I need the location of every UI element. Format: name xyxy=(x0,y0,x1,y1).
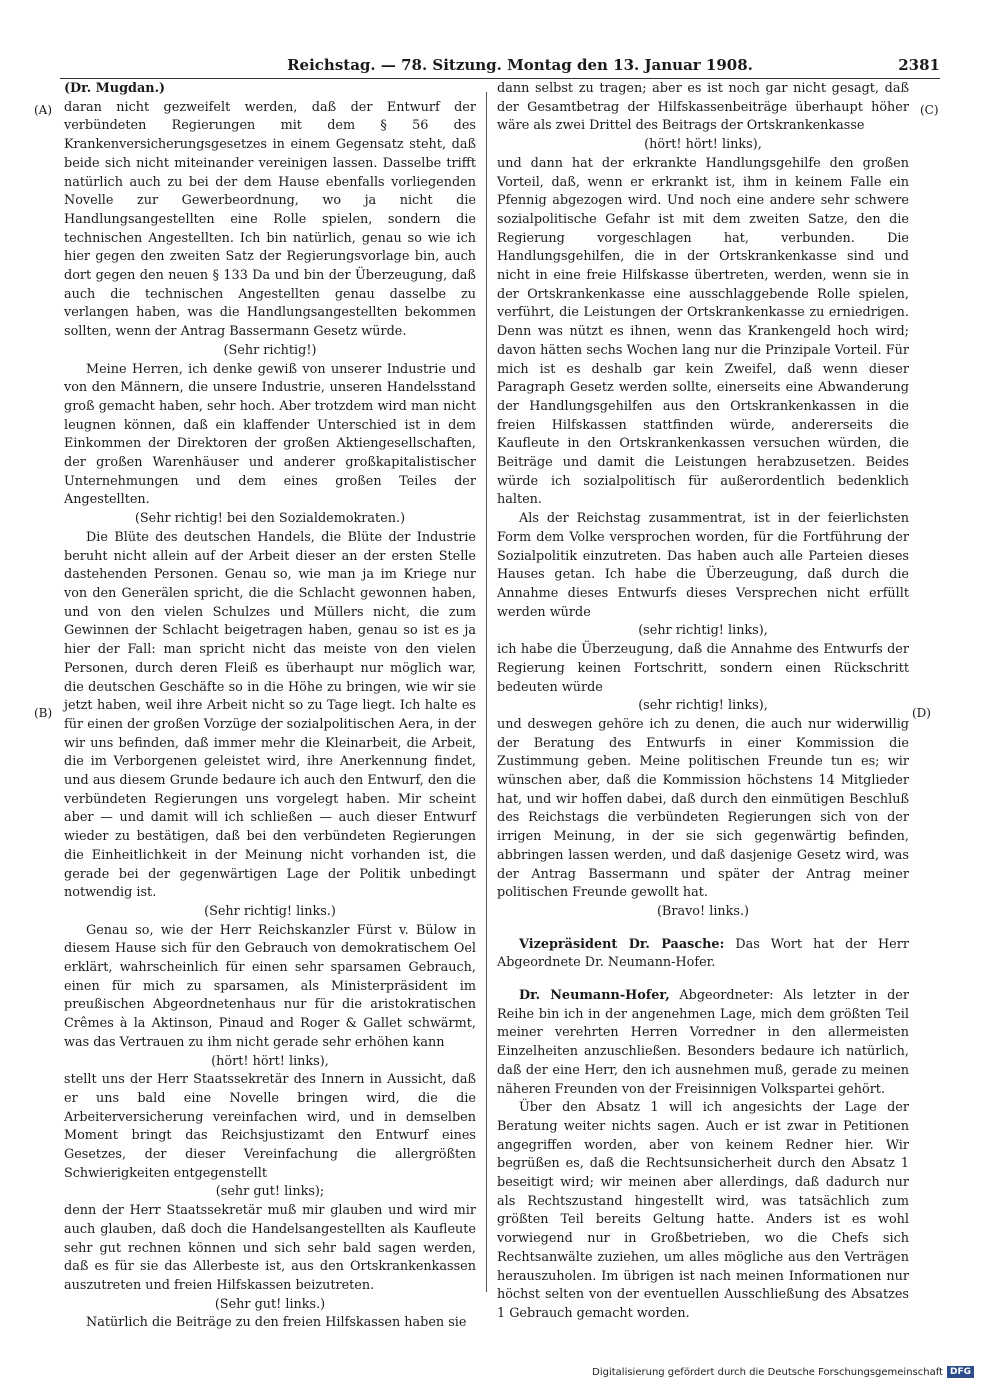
paragraph: Die Blüte des deutschen Handels, die Blüte der Industrie beruht nicht allein auf der Arbeit dieser an der ersten Stelle dastehenden Personen. Genau so, wie man ja im Kriege nur von den Generälen spricht, die die Schlacht gewonnen haben, und von den vielen Schulzes und Müllers nicht, die zum Gewinnen der Schlacht beigetragen haben, genau so ist es ja hier der Fall: man spricht nicht das meiste von den vielen Personen, durch deren Fleiß es überhaupt nur möglich war, die deutschen Geschäfte so in die Höhe zu bringen, wie wir sie jetzt haben, weil ihre Arbeit nicht so zu Tage liegt. Ich halte es für einen der großen Vorzüge der sozialpolitischen Aera, in der wir uns befinden, daß immer mehr die Kleinarbeit, die Arbeit, die im Verborgenen geleistet wird, ihre Anerkennung findet, und aus diesem Grunde bedaure ich auch den Entwurf, den die verbündeten Regierungen uns vorgelegt haben. Mir scheint aber — und damit will ich schließen — auch dieser Entwurf wieder zu bestätigen, daß bei den verbündeten Regierungen die Einheitlichkeit in der Meinung nicht vorhanden ist, die gerade bei der gegenwärtigen Lage der Politik unbedingt notwendig ist. xyxy=(64,529,476,901)
paragraph: Genau so, wie der Herr Reichskanzler Fürst v. Bülow in diesem Hause sich für den Gebrauch von demokratischem Oel erklärt, wahrscheinlich für einen sehr sparsamen Gebrauch, einen für mich zu sparsamen, als Ministerpräsident im preußischen Abgeordnetenhaus nur für die aristokratischen Crêmes à la Aktinson, Pinaud and Roger & Gallet schwärmt, was das Vertrauen zu ihm nicht gerade sehr erhöhen kann xyxy=(64,922,476,1050)
paragraph: daran nicht gezweifelt werden, daß der Entwurf der verbündeten Regierungen mit dem § 56 des Krankenversicherungsgesetzes in einem Gegensatz steht, daß beide sich nicht miteinander vereinigen lassen. Dasselbe trifft natürlich auch zu bei der dem Hause ebenfalls vorliegenden Novelle zur Gewerbeordnung, wo ja nicht die Handlungsangestellten eine Rolle spielen, sondern die technischen Angestellten. Ich bin natürlich, genau so wie ich hier gegen den zweiten Satz der Regierungsvorlage bin, auch dort gegen den neuen § 133 Da und bin der Überzeugung, daß auch die technischen Angestellten genau dasselbe zu verlangen haben, was die Handlungsangestellten bekommen sollten, wenn der Antrag Bassermann Gesetz würde. xyxy=(64,99,476,340)
interjection: (Sehr richtig! links.) xyxy=(204,903,336,919)
footer xyxy=(592,1366,974,1378)
paragraph: und deswegen gehöre ich zu denen, die auch nur widerwillig der Beratung des Entwurfs in einer Kommission die Zustimmung geben. Meine politischen Freunde tun es; wir wünschen aber, daß die Kommission höchstens 14 Mitglieder hat, und wir hoffen dabei, daß durch den einmütigen Beschluß des Reichstags die verbündeten Regierungen sich von der irrigen Meinung, in der sie sich gegenwärtig befinden, abbringen lassen werden, und daß dasjenige Gesetz wird, was der Antrag Bassermann und später der Antrag meiner politischen Freunde gewollt hat. xyxy=(497,716,909,901)
interjection: (Sehr gut! links.) xyxy=(214,1296,326,1312)
interjection: (sehr gut! links); xyxy=(215,1184,325,1200)
paragraph: Natürlich die Beiträge zu den freien Hilfskassen haben sie xyxy=(86,1315,467,1331)
interjection: (Sehr richtig!) xyxy=(223,342,317,358)
right-column xyxy=(497,80,909,1324)
speech-text: Abgeordneter: Als letzter in der Reihe bin ich in der angenehmen Lage, mich dem größten Teil meiner verehrten Herren Vorredner in den allermeisten Einzelheiten anzuschließen. Besonders bedaure ich natürlich, daß der eine Herr, den ich ausnehmen muß, gerade zu meinen näheren Freunden von der Freisinnigen Volkspartei gehört. xyxy=(497,988,909,1097)
header-rule xyxy=(60,78,940,79)
paragraph: Über den Absatz 1 will ich angesichts der Lage der Beratung weiter nichts sagen. Auch er ist zwar in Petitionen angegriffen worden, aber von keinem Redner hier. Wir begrüßen es, daß die Rechtsunsicherheit durch den Absatz 1 beseitigt wird; wir meinen aber allerdings, daß dadurch nur als Rechtszustand hingestellt wird, was tatsächlich zum größten Teil bereits Geltung hatte. Anders ist es wohl vorwiegend nur in Großbetrieben, wo die Chefs sich Rechtsanwälte zuziehen, um alles mögliche aus den Verträgen herauszuholen. Im übrigen ist nach meinen Informationen nur höchst selten von der eventuellen Ausschließung des Absatzes 1 Gebrauch gemacht worden. xyxy=(497,1100,909,1321)
interjection: (sehr richtig! links), xyxy=(638,623,768,639)
interjection: (Bravo! links.) xyxy=(656,903,750,919)
interjection: (Sehr richtig! bei den Sozialdemokraten.) xyxy=(134,511,406,527)
interjection: (hört! hört! links), xyxy=(211,1053,329,1069)
margin-marker-d: (D) xyxy=(912,706,931,720)
speaker-reference: (Dr. Mugdan.) xyxy=(64,81,166,96)
vice-president-statement xyxy=(497,936,909,973)
header-title: Reichstag. — 78. Sitzung. Montag den 13. Januar 1908. xyxy=(287,56,753,74)
speech-opening xyxy=(497,987,909,1099)
margin-marker-c: (C) xyxy=(920,103,939,117)
left-column xyxy=(64,80,476,1333)
interjection: (sehr richtig! links), xyxy=(638,698,768,714)
paragraph: denn der Herr Staatssekretär muß mir glauben und wird mir auch glauben, daß doch die Handelsangestellten als Kaufleute sehr gut rechnen können und sich sehr bald sagen werden, daß es für sie das Allerbeste ist, aus den Ortskrankenkassen auszutreten und freien Hilfskassen beizutreten. xyxy=(64,1203,476,1293)
spacer xyxy=(497,922,909,936)
interjection: (hört! hört! links), xyxy=(644,137,762,153)
paragraph: und dann hat der erkrankte Handlungsgehilfe den großen Vorteil, daß, wenn er erkrankt ist, ihm in keinem Falle ein Pfennig abgezogen wird. Und noch eine andere sehr schwere sozialpolitische Gefahr ist mit dem zweiten Satze, den die Regierung vorgeschlagen hat, verbunden. Die Handlungsgehilfen, die in der Ortskrankenkasse sind und nicht in eine freie Hilfskasse übertreten, werden, wenn sie in der Ortskrankenkasse eine ausschlaggebende Rolle spielen, verführt, die Leistungen der Ortskrankenkasse zu erniedrigen. Denn was nützt es ihnen, wenn das Krankengeld hoch wird; davon hätten sechs Wochen lang nur die Prinzipale Vorteil. Für mich ist es deshalb gar kein Zweifel, daß wenn dieser Paragraph Gesetz werden sollte, einerseits eine Abwanderung der Handlungsgehilfen aus den Ortskrankenkassen in die freien Hilfskassen stattfinden würde, andererseits die Kaufleute in den Ortskrankenkassen versuchen würden, die Beiträge und damit die Leistungen herabzusetzen. Beides würde ich sozialpolitisch für außerordentlich bedenklich halten. xyxy=(497,155,909,508)
column-divider xyxy=(486,92,487,1292)
speaker-name: Vizepräsident Dr. Paasche: xyxy=(519,936,725,952)
page-header xyxy=(60,56,940,78)
dfg-logo: DFG xyxy=(947,1366,974,1378)
margin-marker-a: (A) xyxy=(34,103,53,117)
page-number: 2381 xyxy=(898,56,940,74)
paragraph: ich habe die Überzeugung, daß die Annahme des Entwurfs der Regierung keinen Fortschritt, sondern einen Rückschritt bedeuten würde xyxy=(497,642,909,695)
paragraph: Meine Herren, ich denke gewiß von unserer Industrie und von den Männern, die unsere Industrie, unseren Handelsstand groß gemacht haben, sehr hoch. Aber trotzdem wird man nicht leugnen können, daß ein klaffender Unterschied ist in dem Einkommen der Direktoren der großen Aktiengesellschaften, der großen Warenhäuser und anderer großkapitalistischer Unternehmungen und dem eines großen Teiles der Angestellten. xyxy=(64,361,476,508)
statement-text: Das Wort hat der Herr Abgeordnete Dr. Neumann-Hofer. xyxy=(497,936,909,971)
spacer xyxy=(497,973,909,987)
footer-text: Digitalisierung gefördert durch die Deutsche Forschungsgemeinschaft xyxy=(592,1366,943,1378)
margin-marker-b: (B) xyxy=(34,706,53,720)
paragraph: Als der Reichstag zusammentrat, ist in der feierlichsten Form dem Volke versprochen worden, für die Fortführung der Sozialpolitik einzutreten. Das haben auch alle Parteien dieses Hauses getan. Ich habe die Überzeugung, daß durch die Annahme dieses Entwurfs dieses Versprechen nicht erfüllt werden würde xyxy=(497,511,909,620)
paragraph: stellt uns der Herr Staatssekretär des Innern in Aussicht, daß er uns bald eine Novelle bringen wird, die die Arbeiterversicherung vereinfachen wird, und in demselben Moment bringt das Reichsjustizamt den Entwurf eines Gesetzes, der dieser Vereinfachung die allergrößten Schwierigkeiten entgegenstellt xyxy=(64,1072,476,1181)
paragraph: dann selbst zu tragen; aber es ist noch gar nicht gesagt, daß der Gesamtbetrag der Hilfskassenbeiträge überhaupt höher wäre als zwei Drittel des Beitrags der Ortskrankenkasse xyxy=(497,81,909,134)
speaker-name: Dr. Neumann-Hofer, xyxy=(519,988,670,1004)
